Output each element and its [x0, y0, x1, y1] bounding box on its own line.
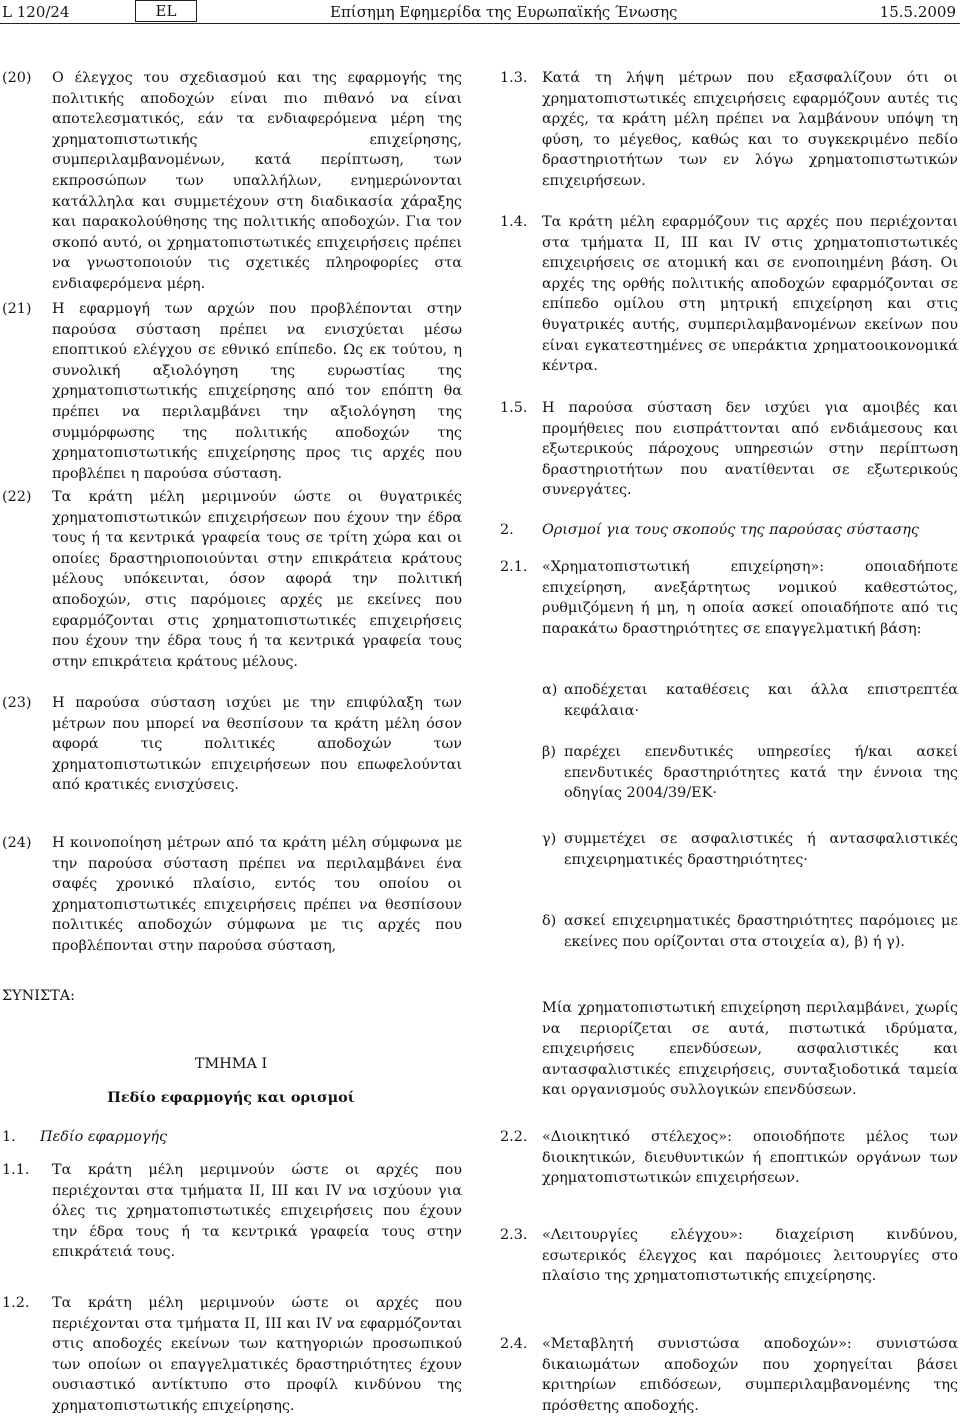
- point-number: 1.1.: [2, 1162, 30, 1178]
- recital-number: (22): [2, 489, 32, 505]
- definitions-number: 2.: [500, 522, 514, 538]
- point-number: 1.4.: [500, 214, 528, 230]
- point-text: Τα κράτη μέλη μεριμνούν ώστε οι αρχές που περιέχονται στα τμήματα II, III και IV να εφαρμόζονται στις αποδοχές εκείνων των κατηγοριών προσωπικού των οποίων οι επαγγελματικές δραστηριότητες έχουν ουσιαστικό αντίκτυπο στο προφίλ κινδύνου της χρηματοπιστωτικής επιχείρησης.: [52, 1295, 462, 1414]
- section-subtitle: [2, 1088, 460, 1109]
- point-number: 1.2.: [2, 1295, 30, 1311]
- definition-text: «Μεταβλητή συνιστώσα αποδοχών»: συνιστώσα δικαιωμάτων αποδοχών που χορηγείται βάσει κριτηρίων επιδόσεων, συμπεριλαμβανομένης της πρόσθετης αποδοχής.: [542, 1336, 958, 1414]
- definition-number: 2.4.: [500, 1336, 528, 1352]
- scope-title: Πεδίο εφαρμογής: [40, 1129, 168, 1145]
- scope-number: 1.: [2, 1129, 16, 1145]
- definitions-title: Ορισμοί για τους σκοπούς της παρούσας σύστασης: [542, 522, 919, 538]
- language-code-box: EL: [135, 0, 197, 22]
- point-text: Η παρούσα σύσταση δεν ισχύει για αμοιβές και προμήθειες που εισπράττονται από ενδιάμεσους και εξωτερικούς πάροχους υπηρεσιών στην περίπτωση δραστηριοτήτων που ανατίθενται σε εξωτερικούς συνεργάτες.: [542, 400, 958, 499]
- recommends-label: ΣΥΝΙΣΤΑ:: [2, 988, 75, 1004]
- definitions-heading: [500, 520, 960, 541]
- definition-text: «Λειτουργίες ελέγχου»: διαχείριση κινδύνου, εσωτερικός έλεγχος και παρόμοιες λειτουργίες στο πλαίσιο της χρηματοπιστωτικής επιχείρησης.: [542, 1227, 958, 1285]
- recital-number: (20): [2, 70, 32, 86]
- recital-text: Η παρούσα σύσταση ισχύει με την επιφύλαξη των μέτρων που μπορεί να θεσπίσουν τα κράτη μέλη όσον αφορά τις πολιτικές αποδοχών των χρηματοπιστωτικών επιχειρήσεων που επωφελούνται από κρατικές ενισχύσεις.: [52, 695, 462, 794]
- definition-text: «Διοικητικό στέλεχος»: οποιοδήποτε μέλος των διοικητικών, διευθυντικών ή εποπτικών οργάνων των χρηματοπιστωτικών επιχειρήσεων.: [542, 1129, 958, 1187]
- issue-date: 15.5.2009: [879, 3, 956, 21]
- journal-title: Επίσημη Εφημερίδα της Ευρωπαϊκής Ένωσης: [330, 3, 678, 21]
- recital-text: Η εφαρμογή των αρχών που προβλέπονται στην παρούσα σύσταση πρέπει να ενισχύεται μέσω εποπτικού ελέγχου σε εθνικό επίπεδο. Ως εκ τούτου, η συνολική αξιολόγηση της ευρωστίας της χρηματοπιστωτικής επιχείρησης από τον επόπτη θα πρέπει να περιλαμβάνει την αξιολόγηση της συμμόρφωσης της πολιτικής αποδοχών της χρηματοπιστωτικής επιχείρησης προς τις αρχές που προβλέπει η παρούσα σύσταση.: [52, 301, 462, 482]
- point-number: 1.3.: [500, 70, 528, 86]
- subitem-letter: β): [542, 744, 556, 760]
- recital-text: Ο έλεγχος του σχεδιασμού και της εφαρμογής της πολιτικής αποδοχών είναι πιο πιθανό να είναι αποτελεσματικός, εάν τα ενδιαφερόμενα μέρη της χρηματοπιστωτικής επιχείρησης, συμπεριλαμβανομένων, κατά περίπτωση, των εκπροσώπων των υπαλλήλων, ενημερώνονται κατάλληλα και συμμετέχουν στη διαδικασία χάραξης και παρακολούθησης της πολιτικής αποδοχών. Για τον σκοπό αυτό, οι χρηματοπιστωτικές επιχειρήσεις πρέπει να γνωστοποιούν τις σχετικές πληροφορίες στα ενδιαφερόμενα μέρη.: [52, 70, 462, 292]
- recital-text: Η κοινοποίηση μέτρων από τα κράτη μέλη σύμφωνα με την παρούσα σύσταση πρέπει να περιλαμβάνει ένα σαφές χρονικό πλαίσιο, εντός του οποίου οι χρηματοπιστωτικές επιχειρήσεις πρέπει να θεσπίσουν πολιτικές αποδοχών σύμφωνα με τις αρχές που προβλέπονται στην παρούσα σύσταση,: [52, 835, 462, 954]
- subitem-text: αποδέχεται καταθέσεις και άλλα επιστρεπτέα κεφάλαια·: [564, 682, 958, 719]
- subitem-letter: γ): [542, 831, 557, 847]
- definition-number: 2.2.: [500, 1129, 528, 1145]
- recital-text: Τα κράτη μέλη μεριμνούν ώστε οι θυγατρικές χρηματοπιστωτικών επιχειρήσεων που έχουν την έδρα τους ή τα κεντρικά γραφεία τους σε τρίτη χώρα και οι οποίες δραστηριοποιούνται στην επικράτεια κράτους μέλους υπόκεινται, όσον αφορά την πολιτική αποδοχών, στις παρόμοιες αρχές με εκείνες που εφαρμόζονται στις χρηματοπιστωτικές επιχειρήσεις που έχουν την έδρα τους ή τα κεντρικά γραφεία τους στην επικράτεια κράτους μέλους.: [52, 489, 462, 670]
- subitem-letter: δ): [542, 913, 557, 929]
- header-rule: [0, 23, 960, 24]
- point-text: Τα κράτη μέλη μεριμνούν ώστε οι αρχές που περιέχονται στα τμήματα II, III και IV να ισχύουν για όλες τις χρηματοπιστωτικές επιχειρήσεις που έχουν την έδρα τους ή τα κεντρικά γραφεία τους στην επικράτειά τους.: [52, 1162, 462, 1261]
- point-text: Κατά τη λήψη μέτρων που εξασφαλίζουν ότι οι χρηματοπιστωτικές επιχειρήσεις εφαρμόζουν αυτές τις αρχές, τα κράτη μέλη πρέπει να λαμβάνουν υπόψη τη φύση, το μέγεθος, καθώς και το συγκεκριμένο πεδίο δραστηριοτήτων των εν λόγω χρηματοπιστωτικών επιχειρήσεων.: [542, 70, 958, 189]
- subitem-text: ασκεί επιχειρηματικές δραστηριότητες παρόμοιες με εκείνες που ορίζονται στα στοιχεία α), β) ή γ).: [564, 913, 958, 950]
- recital-number: (24): [2, 835, 32, 851]
- section-subtitle-text: Πεδίο εφαρμογής και ορισμοί: [107, 1089, 355, 1106]
- recital-number: (23): [2, 695, 32, 711]
- scope-heading: [2, 1127, 460, 1148]
- subitem-text: παρέχει επενδυτικές υπηρεσίες ή/και ασκεί επενδυτικές δραστηριότητες κατά την έννοια της οδηγίας 2004/39/ΕΚ·: [564, 744, 958, 802]
- includes-text: Μία χρηματοπιστωτική επιχείρηση περιλαμβάνει, χωρίς να περιορίζεται σε αυτά, πιστωτικά ιδρύματα, επιχειρήσεις επενδύσεων, ασφαλιστικές και αντασφαλιστικές επιχειρήσεις, συνταξιοδοτικά ταμεία και οργανισμούς συλλογικών επενδύσεων.: [542, 1000, 958, 1099]
- includes-paragraph: [542, 998, 958, 1101]
- subitem-letter: α): [542, 682, 558, 698]
- point-number: 1.5.: [500, 400, 528, 416]
- subitem-text: συμμετέχει σε ασφαλιστικές ή αντασφαλιστικές επιχειρηματικές δραστηριότητες·: [564, 831, 958, 868]
- section-number: ΤΜΗΜΑ I: [194, 1056, 268, 1072]
- page-number: L 120/24: [2, 3, 70, 21]
- recital-number: (21): [2, 301, 32, 317]
- recommends-heading: [2, 986, 75, 1007]
- definition-number: 2.3.: [500, 1227, 528, 1243]
- section-title: [2, 1054, 460, 1075]
- definition-text: «Χρηματοπιστωτική επιχείρηση»: οποιαδήποτε επιχείρηση, ανεξάρτητως νομικού καθεστώτος, ρυθμιζόμενη ή μη, η οποία ασκεί οποιαδήποτε από τις παρακάτω δραστηριότητες σε επαγγελματική βάση:: [542, 559, 958, 637]
- definition-number: 2.1.: [500, 559, 528, 575]
- point-text: Τα κράτη μέλη εφαρμόζουν τις αρχές που περιέχονται στα τμήματα II, III και IV στις χρηματοπιστωτικές επιχειρήσεις σε ατομική και σε ενοποιημένη βάση. Οι αρχές της ορθής πολιτικής αποδοχών εφαρμόζονται σε επίπεδο ομίλου στη μητρική επιχείρηση και στις θυγατρικές αυτής, συμπεριλαμβανομένων εκείνων που είναι εγκατεστημένες σε υπεράκτια χρηματοοικονομικά κέντρα.: [542, 214, 958, 375]
